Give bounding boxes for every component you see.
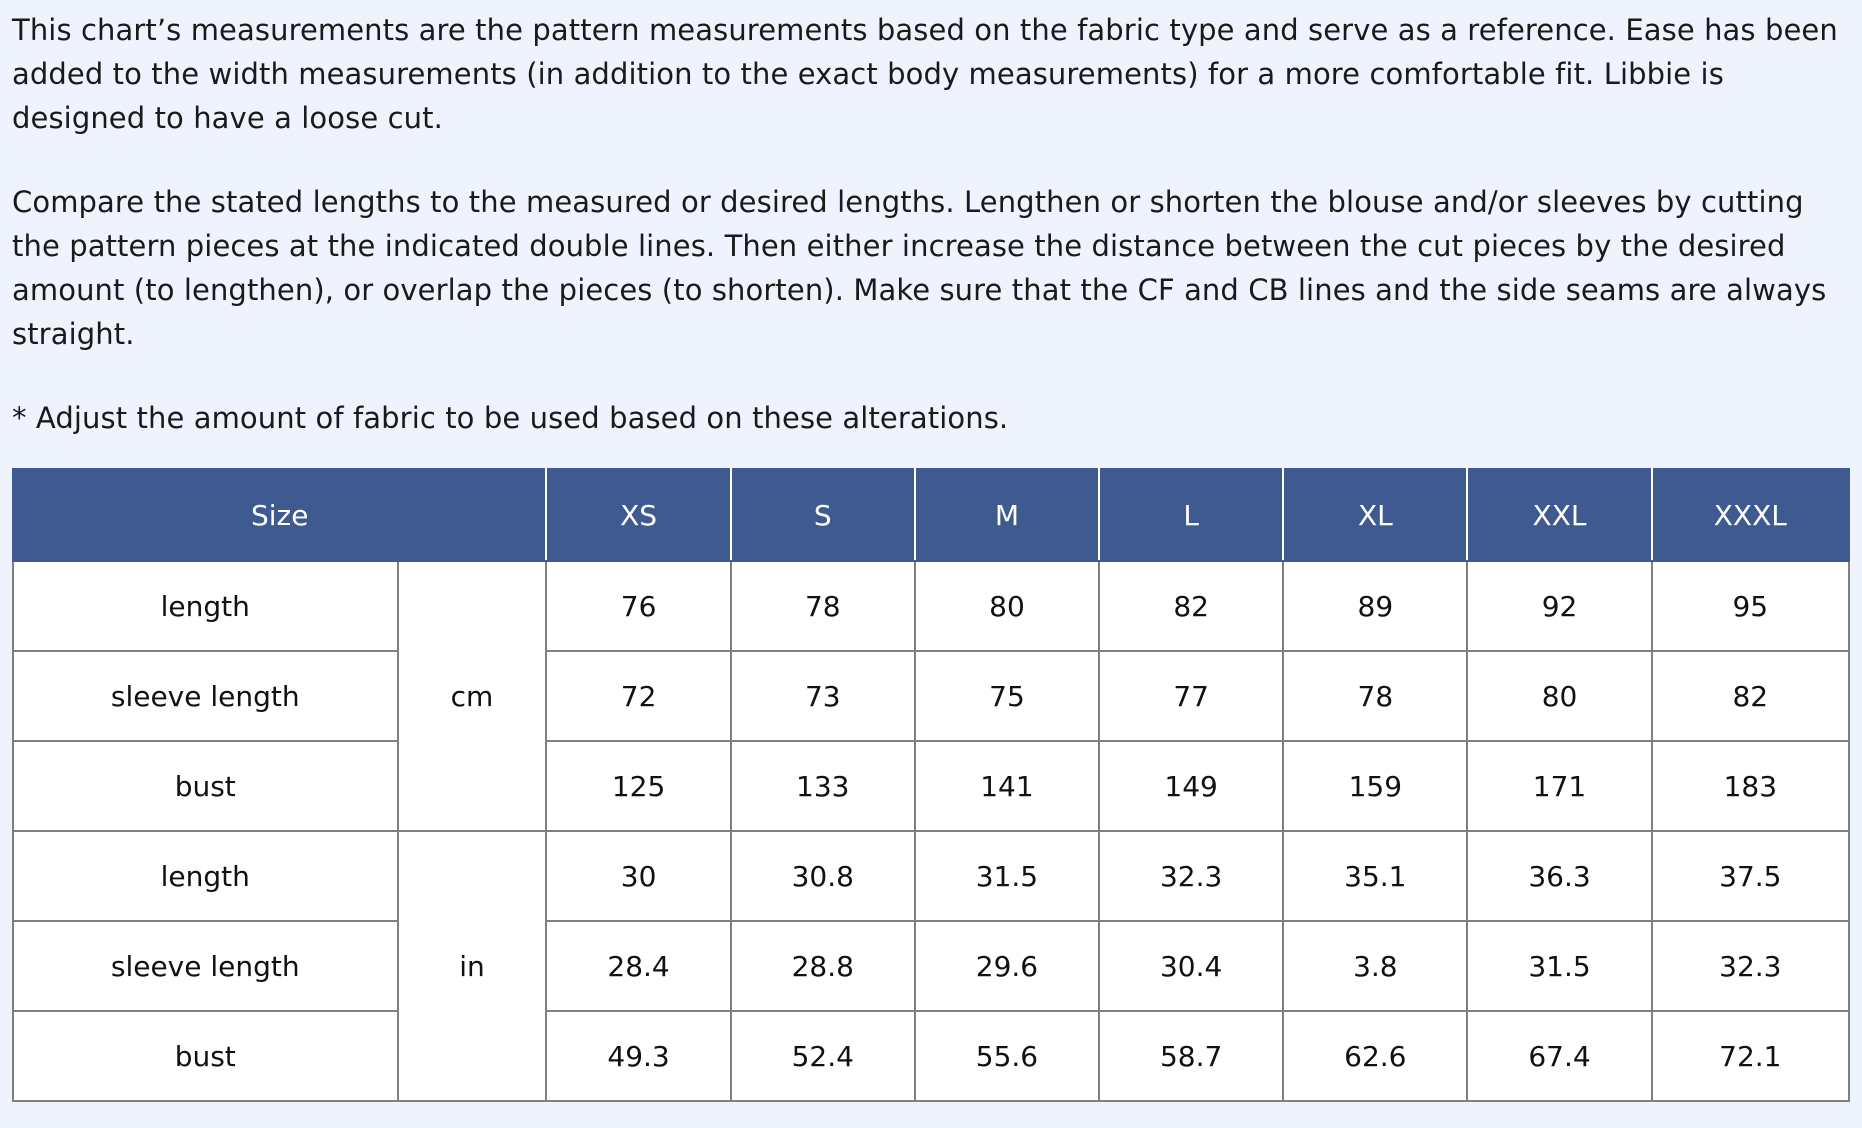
- table-row: [13, 741, 1849, 831]
- size-header-xxl: XXL: [1467, 469, 1651, 561]
- row-label-bust-in: bust: [13, 1011, 398, 1101]
- size-header-l: L: [1099, 469, 1283, 561]
- table-cell: 62.6: [1283, 1011, 1467, 1101]
- table-cell: 78: [731, 561, 915, 651]
- table-cell: 72: [546, 651, 730, 741]
- table-cell: 75: [915, 651, 1099, 741]
- table-cell: 30.4: [1099, 921, 1283, 1011]
- table-cell: 30.8: [731, 831, 915, 921]
- table-cell: 80: [915, 561, 1099, 651]
- table-cell: 78: [1283, 651, 1467, 741]
- table-row: [13, 921, 1849, 1011]
- table-cell: 35.1: [1283, 831, 1467, 921]
- table-row: [13, 1011, 1849, 1101]
- table-cell: 31.5: [915, 831, 1099, 921]
- table-cell: 32.3: [1652, 921, 1849, 1011]
- table-cell: 80: [1467, 651, 1651, 741]
- row-label-length-cm: length: [13, 561, 398, 651]
- table-cell: 141: [915, 741, 1099, 831]
- row-label-sleeve-length-in: sleeve length: [13, 921, 398, 1011]
- table-cell: 159: [1283, 741, 1467, 831]
- table-cell: 55.6: [915, 1011, 1099, 1101]
- row-label-length-in: length: [13, 831, 398, 921]
- table-cell: 37.5: [1652, 831, 1849, 921]
- table-cell: 82: [1099, 561, 1283, 651]
- table-cell: 49.3: [546, 1011, 730, 1101]
- table-cell: 82: [1652, 651, 1849, 741]
- table-cell: 30: [546, 831, 730, 921]
- table-cell: 36.3: [1467, 831, 1651, 921]
- table-cell: 72.1: [1652, 1011, 1849, 1101]
- table-cell: 92: [1467, 561, 1651, 651]
- table-cell: 32.3: [1099, 831, 1283, 921]
- table-cell: 77: [1099, 651, 1283, 741]
- size-header-xl: XL: [1283, 469, 1467, 561]
- table-cell: 3.8: [1283, 921, 1467, 1011]
- table-cell: 52.4: [731, 1011, 915, 1101]
- table-row: [13, 831, 1849, 921]
- fit-description: This chart’s measurements are the pattern measurements based on the fabric type and serve as a reference. Ease has been added to the width measurements (in addition to the exact body measurements) for a more comfortable fit. Libbie is designed to have a loose cut.: [12, 13, 1838, 135]
- table-cell: 31.5: [1467, 921, 1651, 1011]
- table-cell: 125: [546, 741, 730, 831]
- table-cell: 76: [546, 561, 730, 651]
- size-header-xs: XS: [546, 469, 730, 561]
- table-cell: 149: [1099, 741, 1283, 831]
- size-header-s: S: [731, 469, 915, 561]
- table-cell: 28.4: [546, 921, 730, 1011]
- table-cell: 29.6: [915, 921, 1099, 1011]
- unit-cell-cm: cm: [398, 561, 547, 831]
- size-chart-table: [12, 468, 1850, 1102]
- table-cell: 171: [1467, 741, 1651, 831]
- table-cell: 95: [1652, 561, 1849, 651]
- size-header-label: Size: [13, 469, 546, 561]
- fabric-note: * Adjust the amount of fabric to be used based on these alterations.: [12, 401, 1009, 435]
- size-header-m: M: [915, 469, 1099, 561]
- table-row: [13, 651, 1849, 741]
- table-cell: 89: [1283, 561, 1467, 651]
- table-cell: 183: [1652, 741, 1849, 831]
- table-cell: 28.8: [731, 921, 915, 1011]
- unit-cell-in: in: [398, 831, 547, 1101]
- table-cell: 73: [731, 651, 915, 741]
- row-label-bust-cm: bust: [13, 741, 398, 831]
- table-cell: 58.7: [1099, 1011, 1283, 1101]
- table-row: [13, 561, 1849, 651]
- table-cell: 133: [731, 741, 915, 831]
- table-header-row: [13, 469, 1849, 561]
- alteration-instructions: Compare the stated lengths to the measured or desired lengths. Lengthen or shorten the blouse and/or sleeves by cutting the pattern pieces at the indicated double lines. Then either increase the distance between the cut pieces by the desired amount (to lengthen), or overlap the pieces (to shorten). Make sure that the CF and CB lines and the side seams are always straight.: [12, 185, 1827, 351]
- table-cell: 67.4: [1467, 1011, 1651, 1101]
- row-label-sleeve-length-cm: sleeve length: [13, 651, 398, 741]
- size-header-xxxl: XXXL: [1652, 469, 1849, 561]
